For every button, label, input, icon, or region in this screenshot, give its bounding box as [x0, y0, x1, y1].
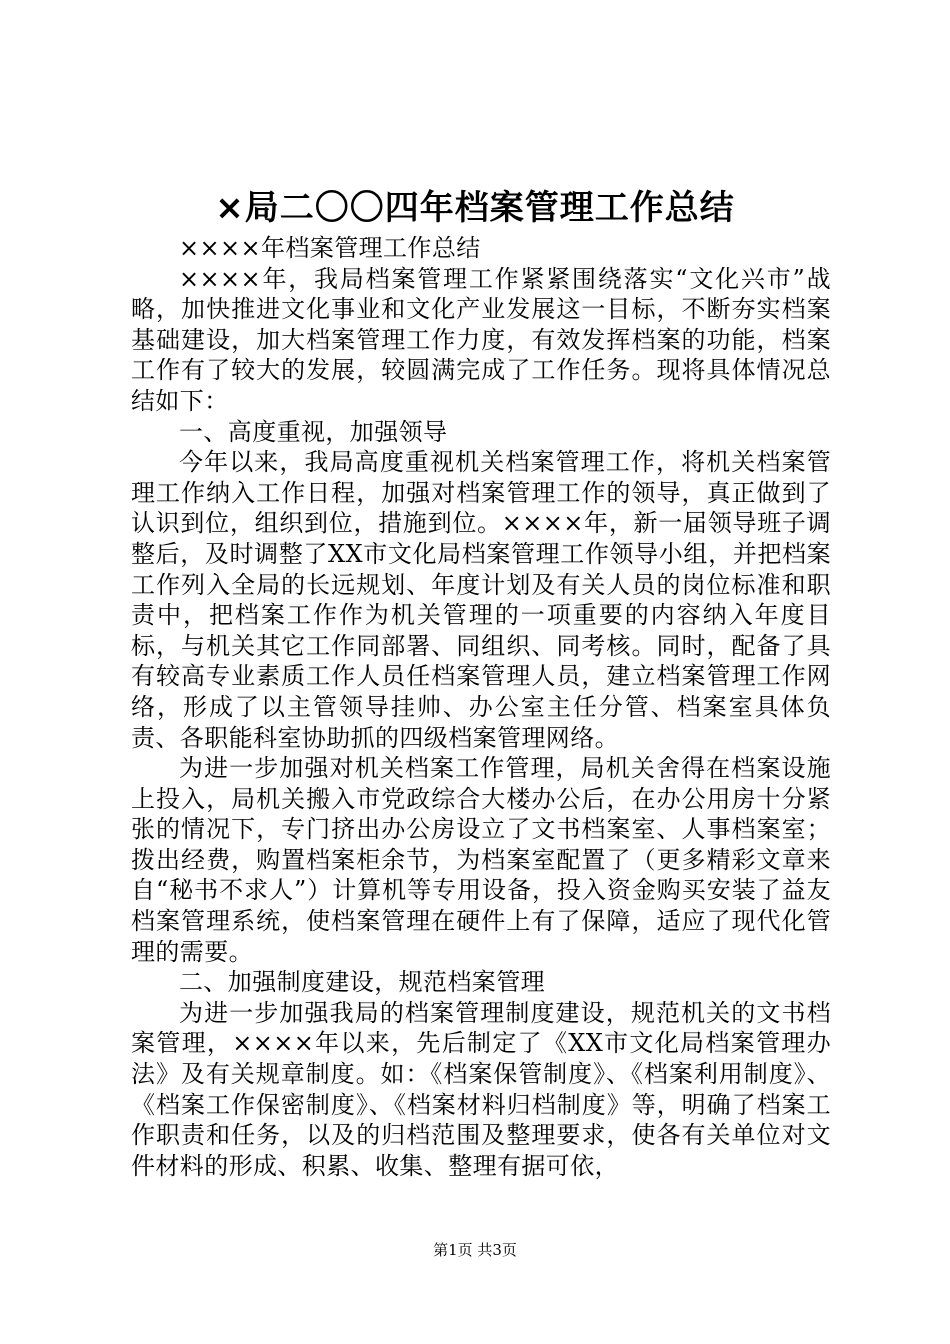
page-footer: 第1页 共3页	[433, 1241, 517, 1259]
section-heading-2: 二、加强制度建设，规范档案管理	[179, 968, 545, 997]
paragraph-intro: ××××年，我局档案管理工作紧紧围绕落实“文化兴市”战略，加快推进文化事业和文化产业发展这一目标，不断夯实档案基础建设，加大档案管理工作力度，有效发挥档案的功能，档案工作有了较大的发展，较圆满完成了工作任务。现将具体情况总结如下：	[131, 264, 831, 415]
paragraph-facilities: 为进一步加强对机关档案工作管理，局机关舍得在档案设施上投入，局机关搬入市党政综合大楼办公后，在办公用房十分紧张的情况下，专门挤出办公房设立了文书档案室、人事档案室；拨出经费，购置档案柜余节，为档案室配置了（更多精彩文章来自“秘书不求人”）计算机等专用设备，投入资金购买安装了益友档案管理系统，使档案管理在硬件上有了保障，适应了现代化管理的需要。	[131, 754, 831, 966]
document-body	[131, 233, 831, 1181]
paragraph-section-2: 为进一步加强我局的档案管理制度建设，规范机关的文书档案管理，××××年以来，先后制定了《XX市文化局档案管理办法》及有关规章制度。如：《档案保管制度》、《档案利用制度》、《档案工作保密制度》、《档案材料归档制度》等，明确了档案工作职责和任务，以及的归档范围及整理要求，使各有关单位对文件材料的形成、积累、收集、整理有据可依，	[131, 998, 831, 1180]
paragraph-subtitle: ××××年档案管理工作总结	[179, 234, 481, 262]
section-heading-1: 一、高度重视，加强领导	[179, 417, 448, 446]
document-title: ×局二〇〇四年档案管理工作总结	[215, 188, 735, 228]
paragraph-section-1: 今年以来，我局高度重视机关档案管理工作，将机关档案管理工作纳入工作日程，加强对档案管理工作的领导，真正做到了认识到位，组织到位，措施到位。××××年，新一届领导班子调整后，及时调整了XX市文化局档案管理工作领导小组，并把档案工作列入全局的长远规划、年度计划及有关人员的岗位标准和职责中，把档案工作作为机关管理的一项重要的内容纳入年度目标，与机关其它工作同部署、同组织、同考核。同时，配备了具有较高专业素质工作人员任档案管理人员，建立档案管理工作网络，形成了以主管领导挂帅、办公室主任分管、档案室具体负责、各职能科室协助抓的四级档案管理网络。	[131, 448, 831, 752]
